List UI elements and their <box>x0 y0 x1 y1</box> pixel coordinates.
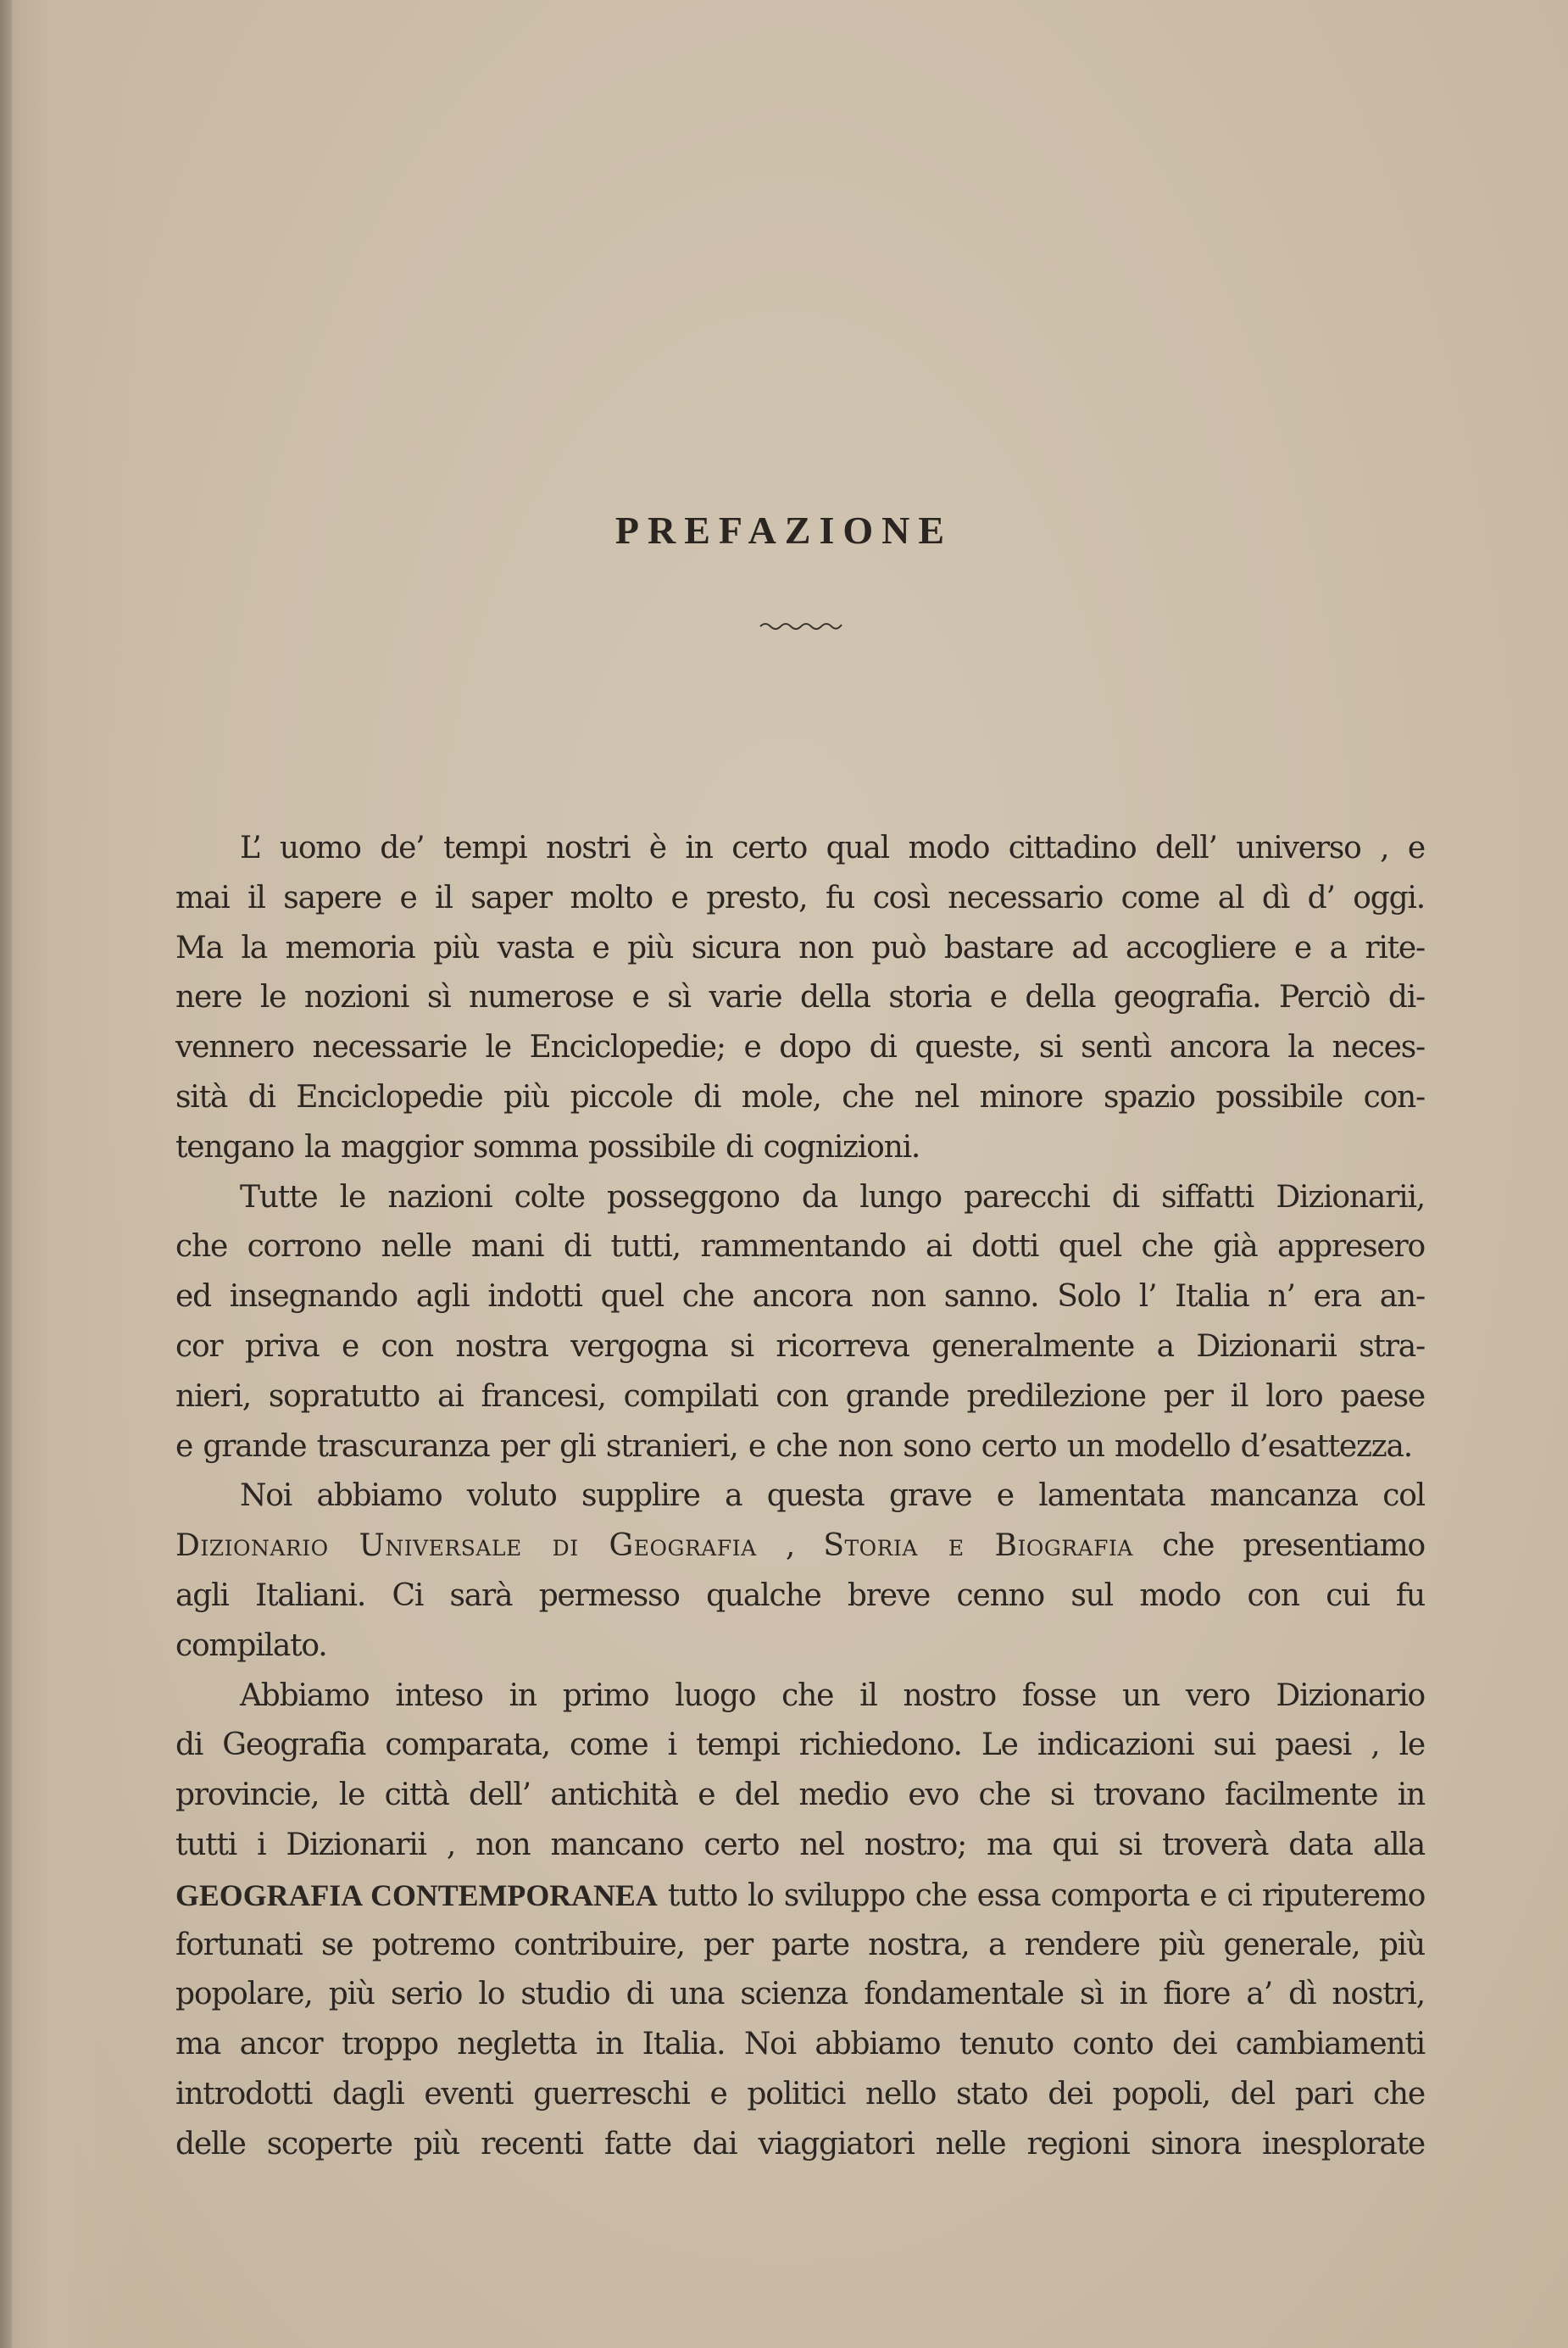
text-line: che corrono nelle mani di tutti, rammentando ai dotti quel che già appresero <box>175 1229 1425 1265</box>
small-caps-run: Storia e Biografia <box>823 1528 1133 1564</box>
text-line: ed insegnando agli indotti quel che ancora non sanno. Solo l’ Italia n’ era an- <box>175 1279 1425 1315</box>
text-line: ma ancor troppo negletta in Italia. Noi abbiamo tenuto conto dei cambiamenti <box>175 2027 1425 2062</box>
text-line: sità di Enciclopedie più piccole di mole, che nel minore spazio possibile con- <box>175 1079 1425 1115</box>
text-line: tutti i Dizionarii , non mancano certo nel nostro; ma qui si troverà data alla <box>175 1827 1425 1862</box>
text-line: vennero necessarie le Enciclopedie; e dopo di queste, si sentì ancora la neces- <box>175 1030 1425 1066</box>
text-line: Ma la memoria più vasta e più sicura non può bastare ad accogliere e a rite- <box>175 930 1425 965</box>
text-line: mai il sapere e il saper molto e presto, fu così necessario come al dì d’ oggi. <box>175 880 1425 915</box>
text-line: Abbiamo inteso in primo luogo che il nostro fosse un vero Dizionario <box>240 1678 1425 1713</box>
text-line: cor priva e con nostra vergogna si ricorreva generalmente a Dizionarii stra- <box>175 1328 1425 1364</box>
text-line: L’ uomo de’ tempi nostri è in certo qual modo cittadino dell’ universo , e <box>240 831 1425 865</box>
text-line: Noi abbiamo voluto supplire a questa grave e lamentata mancanza col <box>240 1478 1425 1514</box>
text-line: nere le nozioni sì numerose e sì varie della storia e della geografia. Perciò di- <box>175 980 1425 1015</box>
text-line <box>175 1871 1425 1921</box>
text-line: di Geografia comparata, come i tempi richiedono. Le indicazioni sui paesi , le <box>175 1728 1425 1763</box>
text-line: delle scoperte più recenti fatte dai viaggiatori nelle regioni sinora inesplorate <box>175 2126 1425 2162</box>
text-line: fortunati se potremo contribuire, per parte nostra, a rendere più generale, più <box>175 1927 1425 1962</box>
text-run: che presentiamo <box>1132 1528 1426 1564</box>
text-line: nieri, sopratutto ai francesi, compilati con grande predilezione per il loro paese <box>175 1378 1425 1414</box>
wavy-rule-ornament <box>759 619 843 632</box>
small-caps-run: Dizionario Universale di Geografia <box>175 1528 757 1564</box>
preface-body <box>175 824 1425 2170</box>
text-line: popolare, più serio lo studio di una scienza fondamentale sì in fiore a’ dì nostri, <box>175 1977 1425 2012</box>
text-line: Tutte le nazioni colte posseggono da lungo parecchi di siffatti Dizionarii, <box>240 1179 1425 1215</box>
text-line: tengano la maggior somma possibile di cognizioni. <box>175 1129 920 1165</box>
text-line: provincie, le città dell’ antichità e del medio evo che si trovano facilmente in <box>175 1778 1425 1813</box>
text-line: compilato. <box>175 1627 327 1663</box>
text-run: tutto lo sviluppo che essa comporta e ci riputeremo <box>657 1878 1426 1913</box>
page-title: PREFAZIONE <box>614 508 954 552</box>
text-run: , <box>756 1528 824 1564</box>
text-line: introdotti dagli eventi guerreschi e politici nello stato dei popoli, del pari che <box>175 2076 1425 2112</box>
text-line: agli Italiani. Ci sarà permesso qualche breve cenno sul modo con cui fu <box>175 1577 1425 1613</box>
text-line <box>175 1522 1425 1572</box>
book-spine-edge <box>0 0 12 2348</box>
bold-run: GEOGRAFIA CONTEMPORANEA <box>175 1878 658 1912</box>
text-line: e grande trascuranza per gli stranieri, e che non sono certo un modello d’esattezza. <box>175 1428 1413 1464</box>
